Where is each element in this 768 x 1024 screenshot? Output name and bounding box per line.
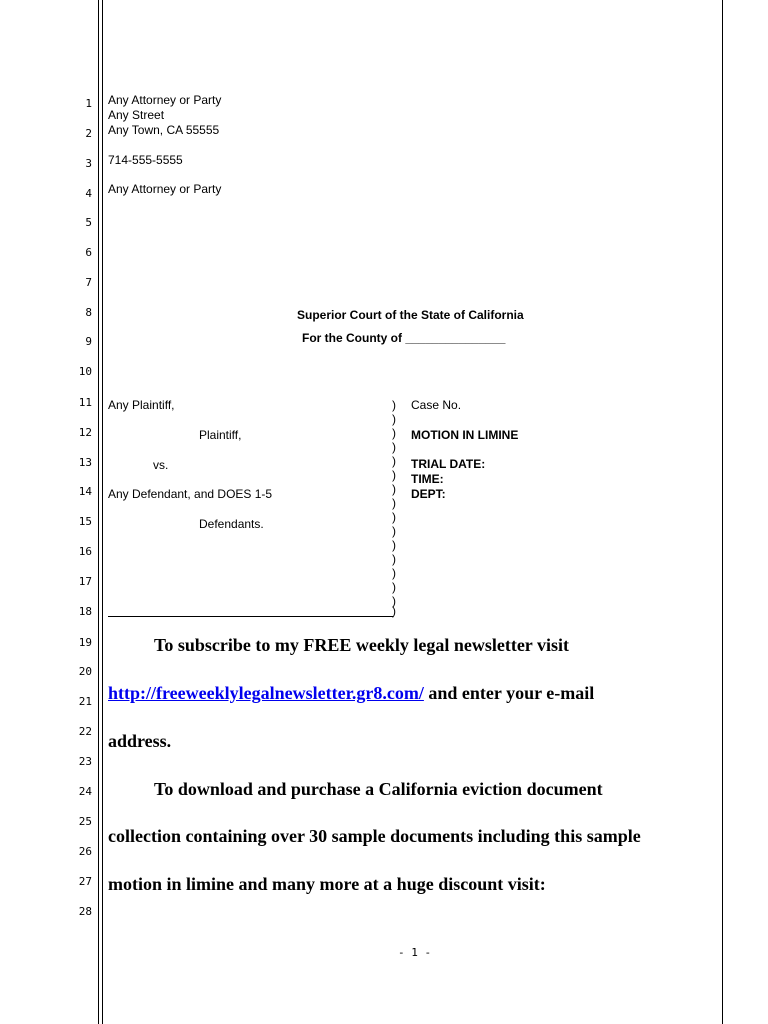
line-number: 28 xyxy=(78,905,92,918)
defendant-name: Any Defendant, and DOES 1-5 xyxy=(108,487,273,501)
newsletter-link[interactable]: http://freeweeklylegalnewsletter.gr8.com/ xyxy=(108,683,424,703)
line-number: 21 xyxy=(78,695,92,708)
line-number: 6 xyxy=(85,246,92,259)
court-title: Superior Court of the State of California xyxy=(297,308,524,322)
attorney-city: Any Town, CA 55555 xyxy=(108,123,220,137)
case-number-label: Case No. xyxy=(411,398,462,412)
right-margin-rule xyxy=(722,0,723,1024)
dept-label: DEPT: xyxy=(411,487,446,501)
line-number: 4 xyxy=(85,187,92,200)
line-number: 19 xyxy=(78,636,92,649)
line-number: 20 xyxy=(78,665,92,678)
body-paragraph-2-line-1: To download and purchase a California eviction document xyxy=(154,779,603,799)
plaintiff-name: Any Plaintiff, xyxy=(108,398,175,412)
line-number: 2 xyxy=(85,127,92,140)
left-margin-rule-inner xyxy=(102,0,103,1024)
attorney-street: Any Street xyxy=(108,108,165,122)
line-number: 12 xyxy=(78,426,92,439)
attorney-phone: 714-555-5555 xyxy=(108,153,183,167)
defendants-label: Defendants. xyxy=(199,517,264,531)
time-label: TIME: xyxy=(411,472,444,486)
line-number: 13 xyxy=(78,456,92,469)
body-paragraph-1-line-3: address. xyxy=(108,731,172,751)
line-number: 11 xyxy=(78,396,92,409)
versus-text: vs. xyxy=(153,458,169,472)
line-number: 16 xyxy=(78,545,92,558)
line-number: 22 xyxy=(78,725,92,738)
line-number: 17 xyxy=(78,575,92,588)
attorney-name: Any Attorney or Party xyxy=(108,93,222,107)
caption-underline xyxy=(108,616,393,617)
line-number: 25 xyxy=(78,815,92,828)
body-link-trailing-text: and enter your e-mail xyxy=(423,683,595,703)
body-paragraph-1-line-2 xyxy=(108,683,594,704)
page-number: - 1 - xyxy=(398,946,432,959)
court-county: For the County of _______________ xyxy=(302,331,506,345)
line-number: 24 xyxy=(78,785,92,798)
attorney-for: Any Attorney or Party xyxy=(108,182,222,196)
body-paragraph-2-line-3: motion in limine and many more at a huge discount visit: xyxy=(108,874,546,894)
line-number: 9 xyxy=(85,335,92,348)
line-number: 23 xyxy=(78,755,92,768)
line-number: 1 xyxy=(85,97,92,110)
line-number: 7 xyxy=(85,276,92,289)
line-number: 18 xyxy=(78,605,92,618)
line-number: 14 xyxy=(78,485,92,498)
plaintiff-label: Plaintiff, xyxy=(199,428,242,442)
body-paragraph-1-line-1: To subscribe to my FREE weekly legal newsletter visit xyxy=(154,635,569,655)
line-number: 8 xyxy=(85,306,92,319)
motion-title: MOTION IN LIMINE xyxy=(411,428,519,442)
line-number: 27 xyxy=(78,875,92,888)
left-margin-rule-outer xyxy=(98,0,99,1024)
line-number: 26 xyxy=(78,845,92,858)
line-number: 3 xyxy=(85,157,92,170)
trial-date-label: TRIAL DATE: xyxy=(411,457,486,471)
line-number: 5 xyxy=(85,216,92,229)
body-paragraph-2-line-2: collection containing over 30 sample documents including this sample xyxy=(108,826,641,846)
line-number: 15 xyxy=(78,515,92,528)
line-number: 10 xyxy=(78,365,92,378)
